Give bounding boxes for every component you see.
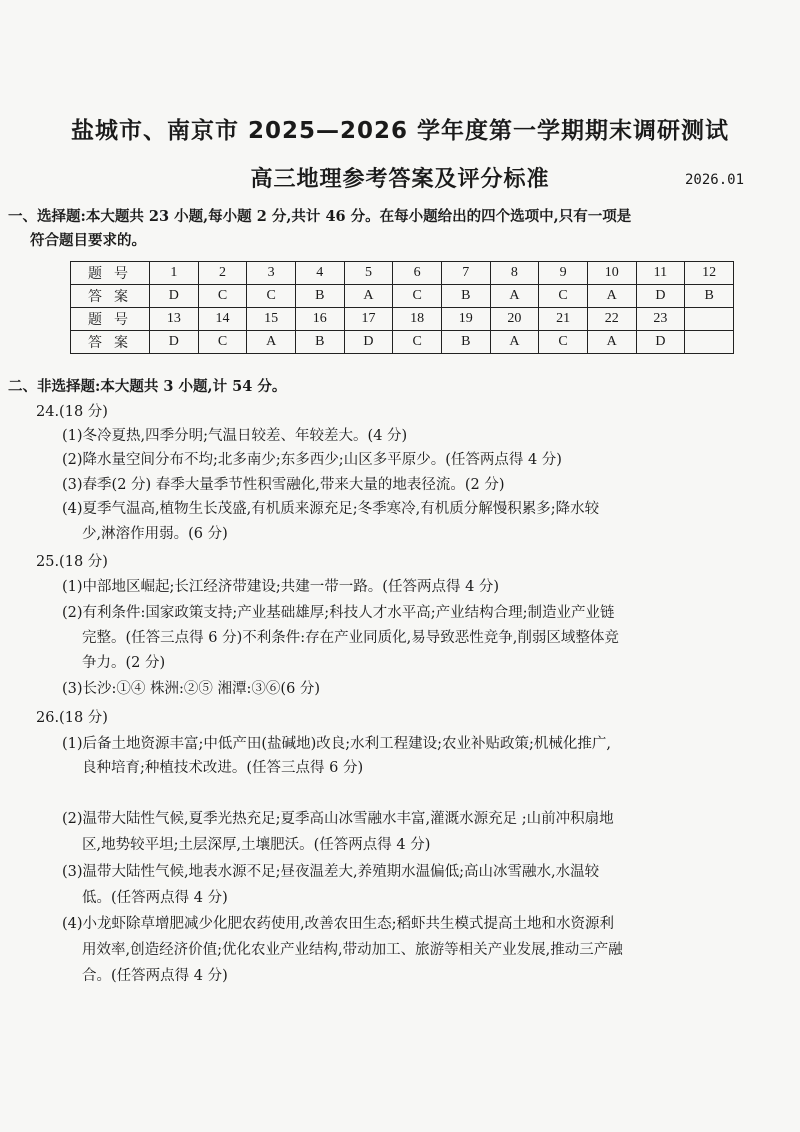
answer-table-row bbox=[71, 285, 734, 308]
answer-table-cell: 21 bbox=[539, 308, 588, 331]
answer-table-cell: 20 bbox=[490, 308, 539, 331]
answer-table-cell: 18 bbox=[393, 308, 442, 331]
answer-table-cell: C bbox=[198, 285, 247, 308]
answer-table-cell: D bbox=[344, 331, 393, 354]
answer-table-cell: 13 bbox=[150, 308, 199, 331]
q26-line: 低。(任答两点得 4 分) bbox=[82, 890, 228, 906]
answer-table-cell: B bbox=[685, 285, 734, 308]
q26-line: 良种培育;种植技术改进。(任答三点得 6 分) bbox=[82, 760, 364, 776]
answer-table-cell: 14 bbox=[198, 308, 247, 331]
q25-header: 25.(18 分) bbox=[36, 554, 108, 570]
q25-line: (1)中部地区崛起;长江经济带建设;共建一带一路。(任答两点得 4 分) bbox=[62, 579, 500, 595]
q25-line: 完整。(任答三点得 6 分)不利条件:存在产业同质化,易导致恶性竞争,削弱区域整体竞 bbox=[82, 630, 619, 646]
answer-table-cell: 12 bbox=[685, 262, 734, 285]
answer-table-cell: C bbox=[393, 331, 442, 354]
answer-table-cell: B bbox=[295, 331, 344, 354]
answer-table-cell bbox=[685, 308, 734, 331]
q26-line: (2)温带大陆性气候,夏季光热充足;夏季高山冰雪融水丰富,灌溉水源充足 ;山前冲积扇地 bbox=[62, 811, 614, 827]
answer-table-cell: C bbox=[539, 285, 588, 308]
q26-line: (3)温带大陆性气候,地表水源不足;昼夜温差大,养殖期水温偏低;高山冰雪融水,水温较 bbox=[62, 864, 600, 880]
answer-table-cell: 4 bbox=[295, 262, 344, 285]
answer-table-cell: D bbox=[636, 331, 685, 354]
answer-table-cell: A bbox=[587, 331, 636, 354]
answer-table-cell: A bbox=[490, 285, 539, 308]
q26-line: 用效率,创造经济价值;优化农业产业结构,带动加工、旅游等相关产业发展,推动三产融 bbox=[82, 942, 623, 958]
answer-table-cell: B bbox=[295, 285, 344, 308]
q24-line: (2)降水量空间分布不均;北多南少;东多西少;山区多平原少。(任答两点得 4 分) bbox=[62, 452, 562, 468]
answer-table-cell: D bbox=[150, 331, 199, 354]
answer-table-row bbox=[71, 262, 734, 285]
answer-table-cell: 17 bbox=[344, 308, 393, 331]
q24-line: 少,淋溶作用弱。(6 分) bbox=[82, 526, 228, 542]
answer-table-cell bbox=[685, 331, 734, 354]
section1-heading-cont: 符合题目要求的。 bbox=[30, 232, 146, 249]
answer-table-cell: C bbox=[539, 331, 588, 354]
q26-line: 合。(任答两点得 4 分) bbox=[82, 968, 228, 984]
answer-table-cell: B bbox=[441, 331, 490, 354]
q26-line: (1)后备土地资源丰富;中低产田(盐碱地)改良;水利工程建设;农业补贴政策;机械化推广, bbox=[62, 736, 612, 752]
answer-table-cell: 2 bbox=[198, 262, 247, 285]
q24-line: (4)夏季气温高,植物生长茂盛,有机质来源充足;冬季寒冷,有机质分解慢积累多;降水较 bbox=[62, 501, 600, 517]
q25-line: 争力。(2 分) bbox=[82, 655, 166, 671]
answer-table-cell: D bbox=[636, 285, 685, 308]
section2-heading: 二、非选择题:本大题共 3 小题,计 54 分。 bbox=[8, 378, 287, 395]
q25-line: (3)长沙:①④ 株洲:②⑤ 湘潭:③⑥(6 分) bbox=[62, 681, 321, 697]
answer-table-row-label: 答案 bbox=[71, 331, 150, 354]
q24-header: 24.(18 分) bbox=[36, 404, 108, 420]
document-subtitle: 高三地理参考答案及评分标准 bbox=[250, 167, 550, 192]
q26-header: 26.(18 分) bbox=[36, 710, 108, 726]
document-title: 盐城市、南京市 2025—2026 学年度第一学期期末调研测试 bbox=[70, 118, 730, 144]
answer-table-cell: 6 bbox=[393, 262, 442, 285]
answer-table-cell: 23 bbox=[636, 308, 685, 331]
section1-heading: 一、选择题:本大题共 23 小题,每小题 2 分,共计 46 分。在每小题给出的四个选项中,只有一项是 bbox=[8, 208, 632, 225]
answer-table-row-label: 答案 bbox=[71, 285, 150, 308]
answer-table-cell: 5 bbox=[344, 262, 393, 285]
answer-table-cell: 9 bbox=[539, 262, 588, 285]
answer-table bbox=[70, 261, 734, 354]
answer-table-cell: B bbox=[441, 285, 490, 308]
answer-table-cell: C bbox=[247, 285, 296, 308]
answer-table-cell: 19 bbox=[441, 308, 490, 331]
answer-table-cell: 1 bbox=[150, 262, 199, 285]
answer-table-cell: A bbox=[587, 285, 636, 308]
answer-table-cell: 11 bbox=[636, 262, 685, 285]
q25-line: (2)有利条件:国家政策支持;产业基础雄厚;科技人才水平高;产业结构合理;制造业产业链 bbox=[62, 605, 615, 621]
q26-line: (4)小龙虾除草增肥减少化肥农药使用,改善农田生态;稻虾共生模式提高土地和水资源利 bbox=[62, 916, 615, 932]
answer-table-cell: A bbox=[344, 285, 393, 308]
answer-table-cell: A bbox=[247, 331, 296, 354]
answer-table-cell: 3 bbox=[247, 262, 296, 285]
q24-line: (3)春季(2 分) 春季大量季节性积雪融化,带来大量的地表径流。(2 分) bbox=[62, 477, 505, 493]
answer-table-row bbox=[71, 331, 734, 354]
answer-table-cell: 16 bbox=[295, 308, 344, 331]
answer-table-cell: 7 bbox=[441, 262, 490, 285]
answer-table-row-label: 题号 bbox=[71, 262, 150, 285]
q26-line: 区,地势较平坦;土层深厚,土壤肥沃。(任答两点得 4 分) bbox=[82, 837, 431, 853]
answer-table-cell: 10 bbox=[587, 262, 636, 285]
q24-line: (1)冬冷夏热,四季分明;气温日较差、年较差大。(4 分) bbox=[62, 428, 408, 444]
answer-table-cell: 8 bbox=[490, 262, 539, 285]
answer-table-cell: C bbox=[198, 331, 247, 354]
answer-table-cell: A bbox=[490, 331, 539, 354]
answer-table-row bbox=[71, 308, 734, 331]
answer-table-row-label: 题号 bbox=[71, 308, 150, 331]
answer-table-cell: D bbox=[150, 285, 199, 308]
document-date: 2026.01 bbox=[685, 172, 745, 188]
answer-table-cell: 15 bbox=[247, 308, 296, 331]
answer-table-cell: C bbox=[393, 285, 442, 308]
answer-table-cell: 22 bbox=[587, 308, 636, 331]
